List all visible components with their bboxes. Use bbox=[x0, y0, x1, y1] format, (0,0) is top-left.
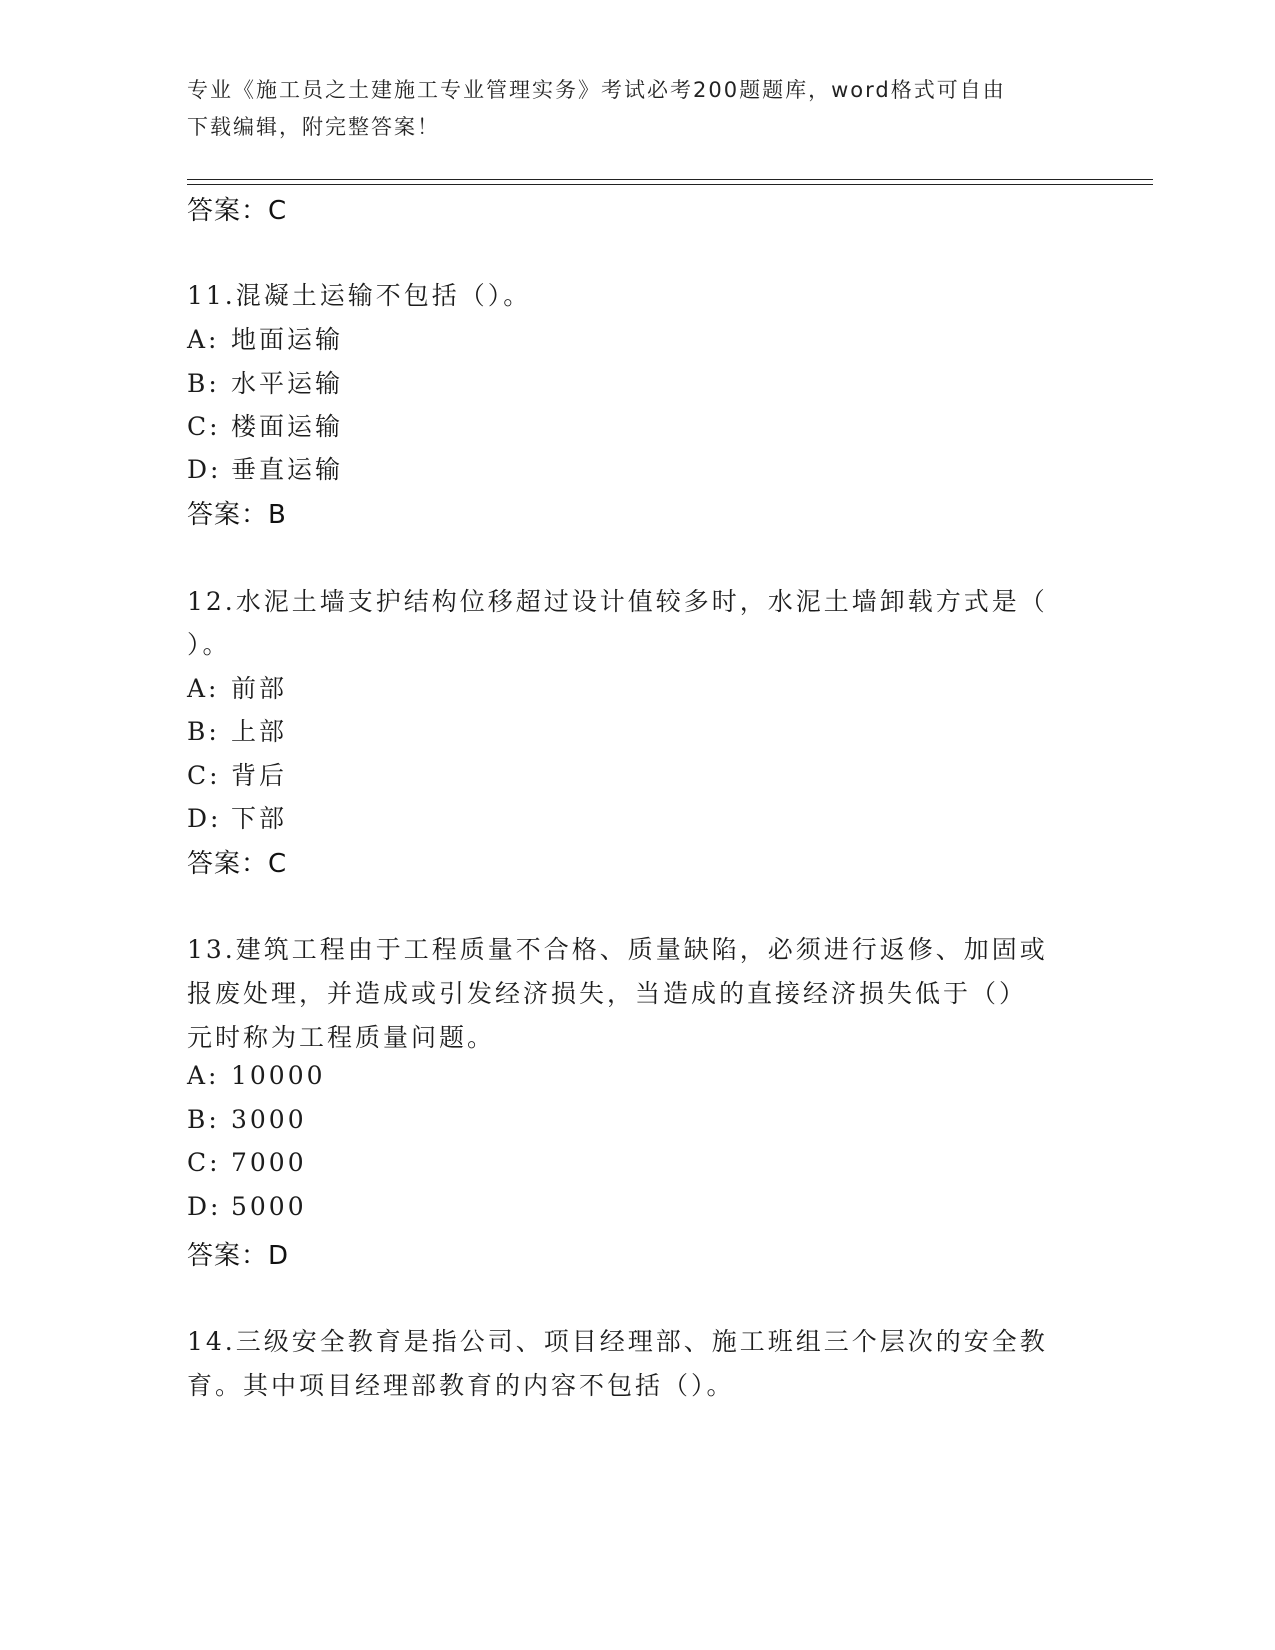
option-label: D: bbox=[187, 1192, 222, 1221]
option-label: B: bbox=[187, 1105, 220, 1134]
question-11-option-a bbox=[187, 320, 343, 356]
option-text: 7000 bbox=[231, 1148, 307, 1177]
question-12-option-d bbox=[187, 799, 287, 835]
option-text: 5000 bbox=[231, 1192, 307, 1221]
option-label: B: bbox=[187, 717, 220, 746]
question-13-text-cont-1: 报废处理，并造成或引发经济损失，当造成的直接经济损失低于（） bbox=[187, 979, 1028, 1008]
question-13-option-a bbox=[187, 1061, 326, 1090]
header-divider-top bbox=[187, 179, 1153, 180]
header-divider-bottom bbox=[187, 184, 1153, 185]
option-label: B: bbox=[187, 369, 220, 398]
answer-line: 答案：C bbox=[187, 849, 288, 879]
answer-line: 答案：D bbox=[187, 1241, 290, 1271]
question-14-text-cont: 育。其中项目经理部教育的内容不包括（）。 bbox=[187, 1371, 735, 1400]
document-header bbox=[187, 72, 1067, 146]
option-text: 10000 bbox=[231, 1061, 326, 1090]
option-text: 上部 bbox=[231, 717, 288, 746]
option-text: 地面运输 bbox=[231, 325, 344, 354]
option-text: 下部 bbox=[231, 804, 288, 833]
question-13-text-cont-2: 元时称为工程质量问题。 bbox=[187, 1023, 496, 1052]
option-label: A: bbox=[187, 674, 220, 703]
question-11-option-d bbox=[187, 450, 343, 486]
option-label: C: bbox=[187, 1148, 221, 1177]
question-11-text: 11.混凝土运输不包括（）。 bbox=[187, 281, 532, 310]
option-text: 水平运输 bbox=[231, 369, 344, 398]
answer-line: 答案：C bbox=[187, 196, 288, 226]
answer-line: 答案：B bbox=[187, 500, 287, 530]
option-label: D: bbox=[187, 804, 222, 833]
question-13-option-c bbox=[187, 1148, 307, 1177]
question-13-text: 13.建筑工程由于工程质量不合格、质量缺陷，必须进行返修、加固或 bbox=[187, 935, 1048, 964]
question-12-option-b bbox=[187, 712, 287, 748]
question-13-option-b bbox=[187, 1105, 307, 1134]
option-text: 背后 bbox=[231, 761, 288, 790]
option-label: A: bbox=[187, 325, 220, 354]
question-12-text: 12.水泥土墙支护结构位移超过设计值较多时，水泥土墙卸载方式是（ bbox=[187, 587, 1048, 616]
option-text: 3000 bbox=[231, 1105, 307, 1134]
option-text: 楼面运输 bbox=[231, 412, 344, 441]
option-label: A: bbox=[187, 1061, 220, 1090]
header-line-1: 专业《施工员之土建施工专业管理实务》考试必考200题题库，word格式可自由 bbox=[187, 78, 1006, 102]
question-11-option-b bbox=[187, 364, 343, 400]
question-11-option-c bbox=[187, 407, 343, 443]
question-12-option-a bbox=[187, 669, 287, 705]
question-13-option-d bbox=[187, 1192, 307, 1221]
option-text: 垂直运输 bbox=[231, 455, 344, 484]
question-14-text: 14.三级安全教育是指公司、项目经理部、施工班组三个层次的安全教 bbox=[187, 1327, 1048, 1356]
header-line-2: 下载编辑，附完整答案！ bbox=[187, 115, 440, 139]
option-label: C: bbox=[187, 761, 221, 790]
question-12-text-cont: ）。 bbox=[187, 630, 231, 659]
option-label: D: bbox=[187, 455, 222, 484]
question-12-option-c bbox=[187, 756, 287, 792]
option-text: 前部 bbox=[231, 674, 288, 703]
option-label: C: bbox=[187, 412, 221, 441]
